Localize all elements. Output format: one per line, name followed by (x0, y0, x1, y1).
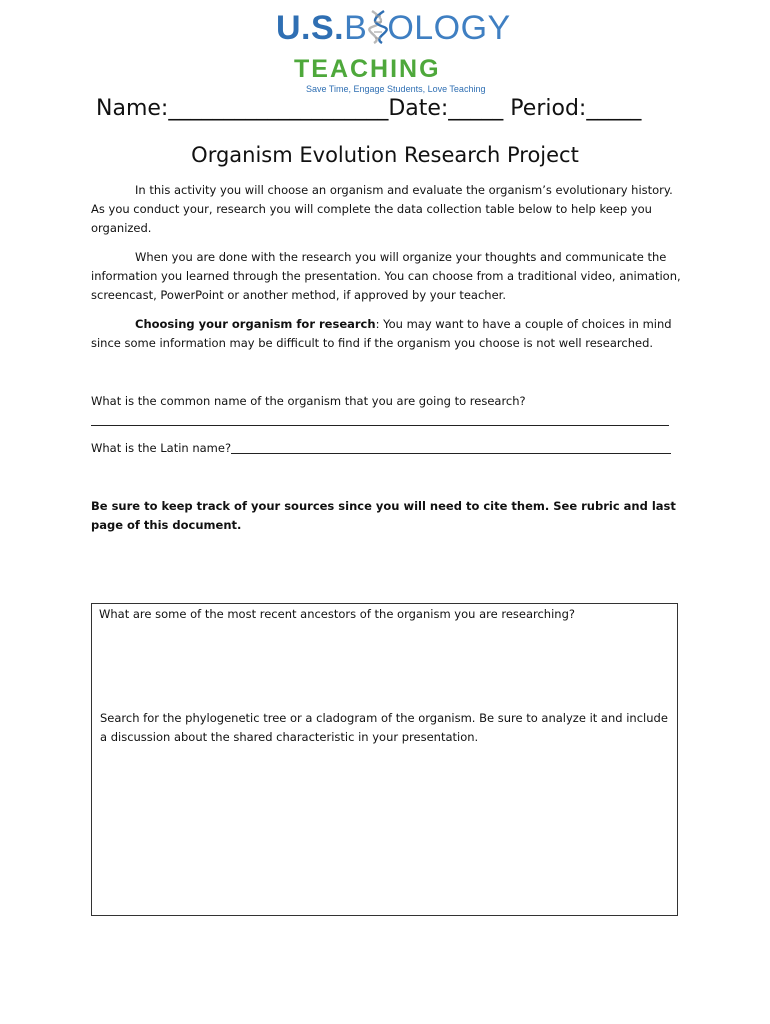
document-title: Organism Evolution Research Project (191, 143, 579, 167)
latin-name-question: What is the Latin name? (91, 441, 232, 455)
intro-paragraph-1-text: In this activity you will choose an organism and evaluate the organism’s evolutionary history. As you conduct your, research you will complete the data collection table below to help keep you organized. (91, 183, 673, 235)
logo-wordmark (276, 8, 511, 48)
logo-tagline: Save Time, Engage Students, Love Teaching (306, 84, 486, 94)
intro-paragraph-3-text: : You may want to have a couple of choices in mind since some information may be difficult to find if the organism you choose is not well researched. (91, 317, 672, 350)
logo-b-text: B (344, 9, 368, 47)
intro-paragraph-3 (91, 315, 681, 353)
dna-helix-icon (368, 10, 388, 44)
ancestors-question: What are some of the most recent ancestors of the organism you are researching? (99, 607, 575, 621)
latin-name-answer-line[interactable] (231, 453, 671, 454)
common-name-question: What is the common name of the organism that you are going to research? (91, 394, 526, 408)
intro-paragraph-2-text: When you are done with the research you will organize your thoughts and communicate the information you learned through the presentation. You can choose from a traditional video, animation, screencast, PowerPoint or another method, if approved by your teacher. (91, 250, 681, 302)
phylogenetic-tree-prompt: Search for the phylogenetic tree or a cladogram of the organism. Be sure to analyze it and include a discussion about the shared characteristic in your presentation. (100, 711, 668, 744)
choosing-organism-heading: Choosing your organism for research (135, 317, 376, 331)
intro-paragraph-1 (91, 181, 681, 238)
name-date-period-line[interactable]: Name:____________________Date:_____ Period:_____ (96, 96, 642, 121)
us-biology-teaching-logo (276, 8, 511, 94)
logo-ology-text: OLOGY (387, 9, 511, 47)
logo-us-text: U.S. (276, 9, 345, 47)
sources-note: Be sure to keep track of your sources since you will need to cite them. See rubric and last page of this document. (91, 499, 676, 532)
common-name-answer-line[interactable] (91, 425, 669, 426)
logo-teaching-text: TEACHING (294, 55, 441, 83)
intro-paragraph-2 (91, 248, 681, 305)
research-box[interactable] (91, 603, 678, 916)
